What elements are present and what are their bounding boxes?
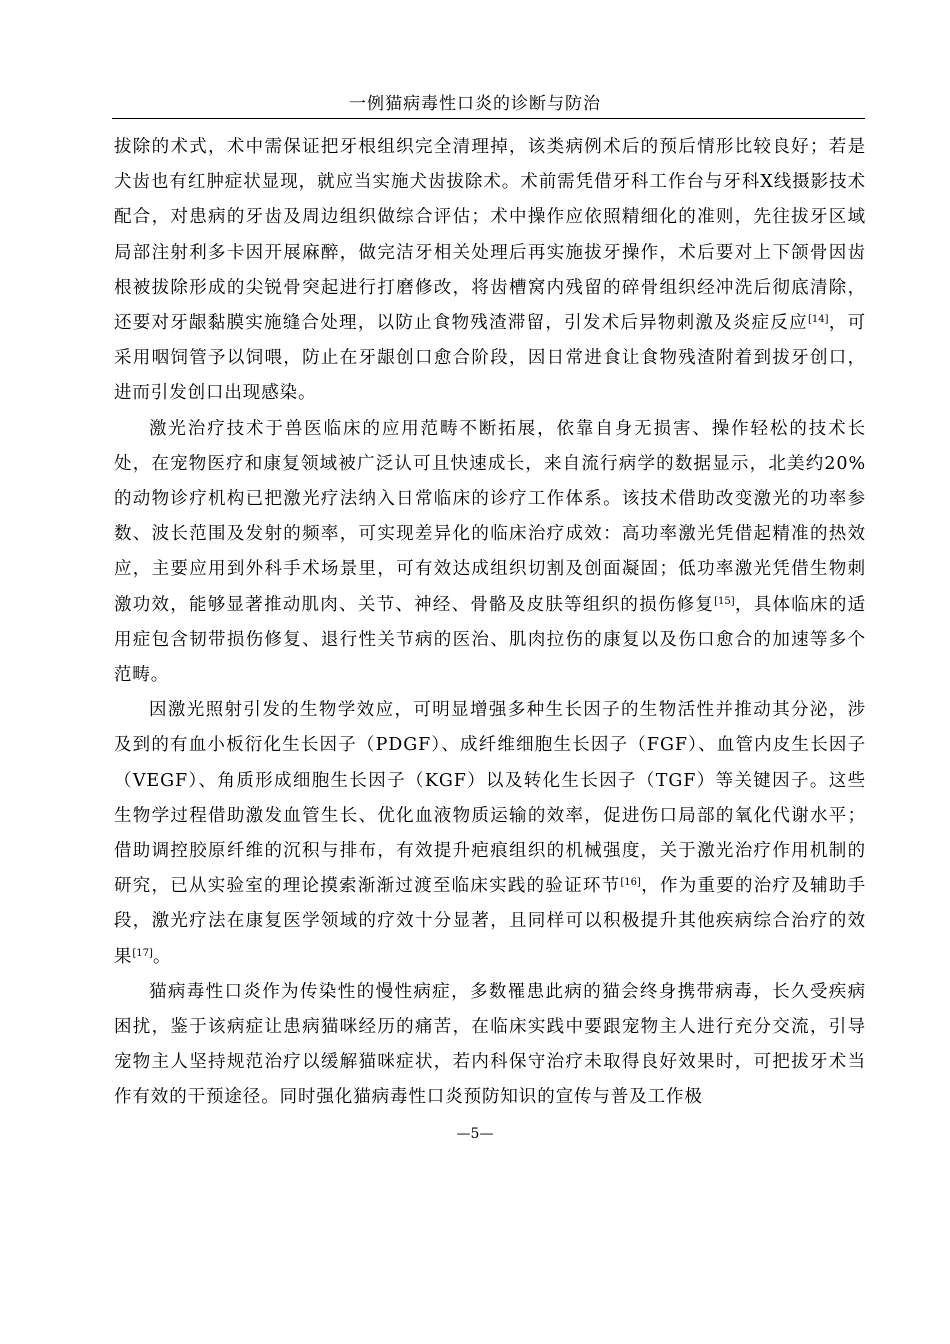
paragraph-2 bbox=[114, 412, 866, 694]
page-number: —5— bbox=[456, 1126, 494, 1142]
paragraph-4 bbox=[114, 975, 866, 1116]
citation-ref[interactable]: [16] bbox=[620, 877, 641, 889]
header-divider bbox=[112, 118, 865, 119]
running-header-title: 一例猫病毒性口炎的诊断与防治 bbox=[349, 94, 601, 114]
paragraph-text: ，作为重要的治疗及辅助手段，激光疗法在康复医学领域的疗效十分显著，且同样可以积极提升其他疾病综合治疗的效果 bbox=[114, 876, 866, 967]
paragraph-text: 因激光照射引发的生物学效应，可明显增强多种生长因子的生物活性并推动其分泌，涉及到的有血小板衍化生长因子（PDGF）、成纤维细胞生长因子（FGF）、血管内皮生长因子（VEGF）、角质形成细胞生长因子（KGF）以及转化生长因子（TGF）等关键因子。这些生物学过程借助激发血管生长、优化血液物质运输的效率，促进伤口局部的氧化代谢水平；借助调控胶原纤维的沉积与排布，有效提升疤痕组织的机械强度，关于激光治疗作用机制的研究，已从实验室的理论摸索渐渐过渡至临床实践的验证环节 bbox=[114, 700, 866, 897]
citation-ref[interactable]: [17] bbox=[132, 947, 153, 959]
paragraph-text: 拔除的术式，术中需保证把牙根组织完全清理掉，该类病例术后的预后情形比较良好；若是犬齿也有红肿症状显现，就应当实施犬齿拔除术。术前需凭借牙科工作台与牙科X线摄影技术配合，对患病的牙齿及周边组织做综合评估；术中操作应依照精细化的准则，先往拔牙区域局部注射利多卡因开展麻醉，做完洁牙相关处理后再实施拔牙操作，术后要对上下颌骨因齿根被拔除形成的尖锐骨突起进行打磨修改，将齿槽窝内残留的碎骨组织经冲洗后彻底清除，还要对牙龈黏膜实施缝合处理，以防止食物残渣滞留，引发术后异物刺激及炎症反应 bbox=[114, 137, 866, 334]
citation-ref[interactable]: [14] bbox=[807, 314, 829, 326]
paragraph-1 bbox=[114, 130, 866, 412]
paragraph-text: ，具体临床的适用症包含韧带损伤修复、退行性关节病的医治、肌肉拉伤的康复以及伤口愈合的加速等多个范畴。 bbox=[114, 594, 866, 686]
paragraph-text: 。 bbox=[152, 946, 172, 967]
citation-ref[interactable]: [15] bbox=[714, 595, 735, 607]
paragraph-3 bbox=[114, 693, 866, 975]
paragraph-text: ，可采用咽饲管予以饲喂，防止在牙龈创口愈合阶段，因日常进食让食物残渣附着到拔牙创口，进而引发创口出现感染。 bbox=[114, 313, 866, 404]
article-body bbox=[114, 130, 866, 1116]
paragraph-text: 激光治疗技术于兽医临床的应用范畴不断拓展，依靠自身无损害、操作轻松的技术长处，在宠物医疗和康复领域被广泛认可且快速成长，来自流行病学的数据显示，北美约20%的动物诊疗机构已把激光疗法纳入日常临床的诊疗工作体系。该技术借助改变激光的功率参数、波长范围及发射的频率，可实现差异化的临床治疗成效：高功率激光凭借起精准的热效应，主要应用到外科手术场景里，可有效达成组织切割及创面凝固；低功率激光凭借生物刺激功效，能够显著推动肌肉、关节、神经、骨骼及皮肤等组织的损伤修复 bbox=[114, 418, 866, 615]
paragraph-text: 猫病毒性口炎作为传染性的慢性病症，多数罹患此病的猫会终身携带病毒，长久受疾病困扰，鉴于该病症让患病猫咪经历的痛苦，在临床实践中要跟宠物主人进行充分交流，引导宠物主人坚持规范治疗以缓解猫咪症状，若内科保守治疗未取得良好效果时，可把拔牙术当作有效的干预途径。同时强化猫病毒性口炎预防知识的宣传与普及工作极 bbox=[114, 981, 866, 1108]
